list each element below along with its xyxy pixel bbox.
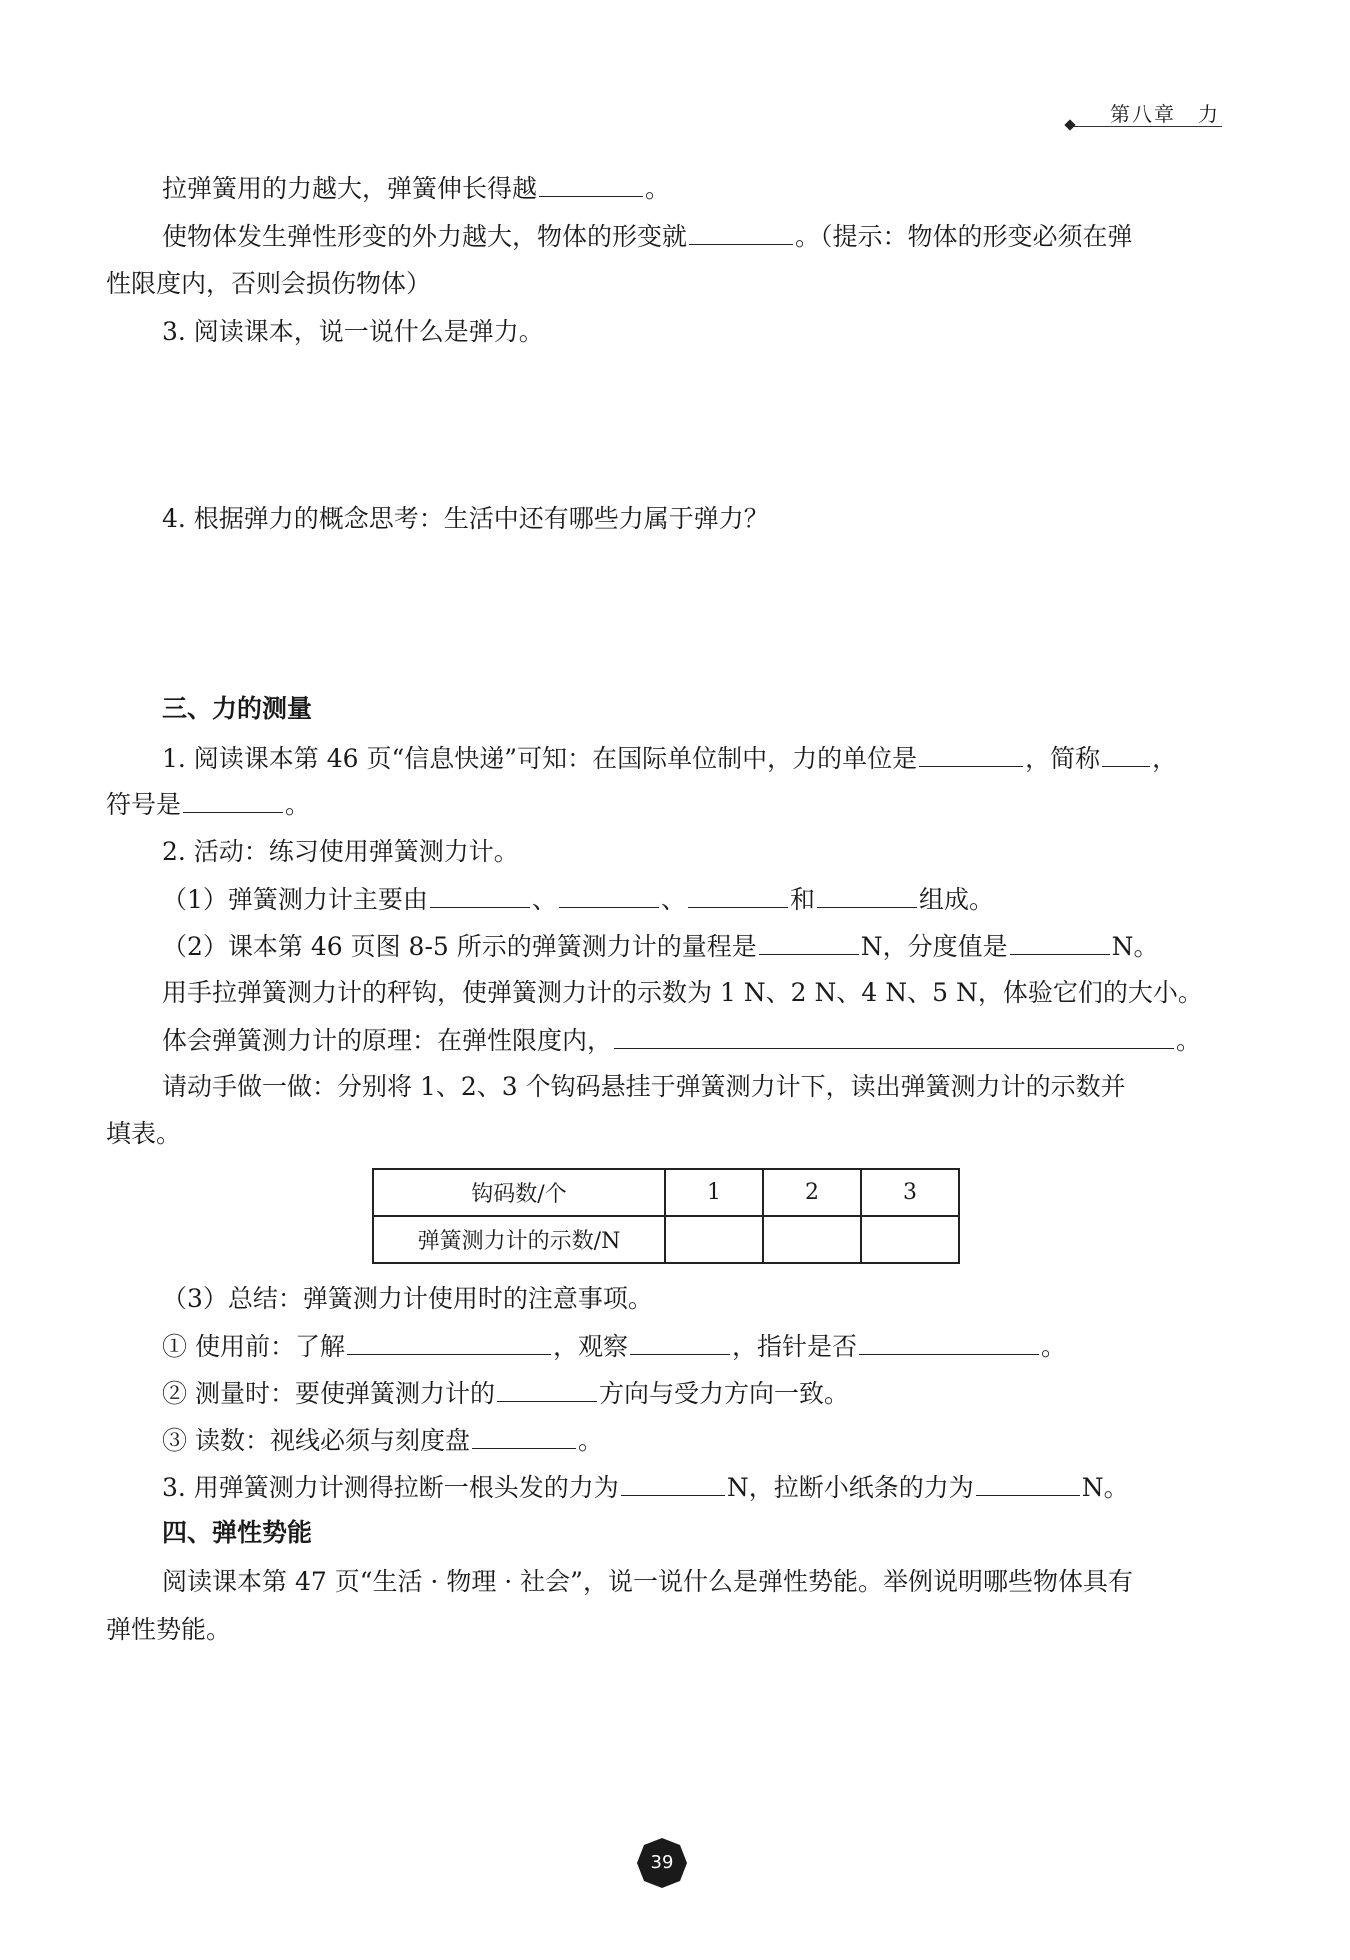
table-row [373, 1169, 959, 1216]
answer-blank[interactable] [688, 883, 788, 908]
answer-blank[interactable] [497, 1377, 597, 1402]
text: 。（提示：物体的形变必须在弹 [795, 222, 1133, 251]
text-line: 性限度内，否则会损伤物体） [106, 269, 432, 298]
table-row [373, 1216, 959, 1263]
text-line [162, 1377, 849, 1410]
header-rule [1072, 126, 1222, 127]
text: 。 [285, 790, 311, 819]
answer-blank[interactable] [559, 883, 659, 908]
text: ，简称 [1025, 744, 1101, 773]
question-4: 4. 根据弹力的概念思考：生活中还有哪些力属于弹力？ [162, 504, 769, 533]
section-heading: 三、力的测量 [162, 694, 313, 723]
text: 体会弹簧测力计的原理：在弹性限度内， [162, 1026, 613, 1055]
answer-blank[interactable] [859, 1330, 1039, 1355]
text: 和 [789, 885, 815, 914]
table-header-cell: 2 [763, 1169, 861, 1216]
table-header-cell: 弹簧测力计的示数/N [373, 1216, 665, 1263]
text-line: 2. 活动：练习使用弹簧测力计。 [162, 837, 519, 866]
text: 、 [660, 885, 686, 914]
text: 组成。 [918, 885, 994, 914]
answer-blank[interactable] [347, 1330, 551, 1355]
answer-blank[interactable] [539, 172, 643, 197]
text-line: 请动手做一做：分别将 1、2、3 个钩码悬挂于弹簧测力计下，读出弹簧测力计的示数并 [162, 1072, 1126, 1101]
page-number: 39 [650, 1852, 674, 1873]
text: （2）课本第 46 页图 8-5 所示的弹簧测力计的量程是 [162, 932, 757, 961]
text-line [162, 930, 1159, 963]
answer-blank[interactable] [1010, 930, 1110, 955]
answer-blank[interactable] [976, 1471, 1080, 1496]
text-line [162, 172, 670, 205]
text-line [162, 1471, 1129, 1504]
answer-blank[interactable] [630, 1330, 730, 1355]
answer-blank[interactable] [759, 930, 859, 955]
answer-blank[interactable] [919, 742, 1023, 767]
text: ③ 读数：视线必须与刻度盘 [162, 1426, 470, 1455]
text: 使物体发生弹性形变的外力越大，物体的形变就 [162, 222, 688, 251]
question-3: 3. 阅读课本，说一说什么是弹力。 [162, 317, 544, 346]
answer-blank[interactable] [817, 883, 917, 908]
text-line [162, 883, 994, 916]
text-line: 用手拉弹簧测力计的秤钩，使弹簧测力计的示数为 1 N、2 N、4 N、5 N，体验它们的大小。 [162, 978, 1203, 1007]
text: 1. 阅读课本第 46 页“信息快递”可知：在国际单位制中，力的单位是 [162, 744, 918, 773]
text: N。 [1081, 1473, 1129, 1502]
table-input-cell[interactable] [665, 1216, 763, 1263]
answer-blank[interactable] [621, 1471, 725, 1496]
text-line: 填表。 [106, 1119, 182, 1148]
text: 方向与受力方向一致。 [598, 1379, 849, 1408]
text-line [162, 1024, 1201, 1057]
text: 符号是 [106, 790, 182, 819]
text-line: 阅读课本第 47 页“生活 · 物理 · 社会”，说一说什么是弹性势能。举例说明哪些物体具有 [162, 1567, 1133, 1596]
chapter-header: 第八章 力 [1110, 102, 1220, 126]
text: 。 [577, 1426, 603, 1455]
section-heading: 四、弹性势能 [162, 1518, 313, 1547]
table-header-cell: 钩码数/个 [373, 1169, 665, 1216]
text: 。 [1040, 1332, 1066, 1361]
text-line: （3）总结：弹簧测力计使用时的注意事项。 [162, 1284, 653, 1313]
text: ，观察 [552, 1332, 628, 1361]
text: 3. 用弹簧测力计测得拉断一根头发的力为 [162, 1473, 619, 1502]
text-line: 弹性势能。 [106, 1615, 232, 1644]
answer-blank[interactable] [689, 220, 793, 245]
text: N，分度值是 [860, 932, 1008, 961]
text: ， [1152, 744, 1178, 773]
table-input-cell[interactable] [861, 1216, 959, 1263]
data-table [372, 1168, 960, 1264]
text: （1）弹簧测力计主要由 [162, 885, 428, 914]
text: 拉弹簧用的力越大，弹簧伸长得越 [162, 174, 538, 203]
text: N，拉断小纸条的力为 [726, 1473, 974, 1502]
text: 。 [645, 174, 671, 203]
answer-blank[interactable] [1102, 742, 1150, 767]
answer-blank[interactable] [472, 1424, 576, 1449]
answer-blank[interactable] [614, 1024, 1174, 1049]
table-header-cell: 1 [665, 1169, 763, 1216]
answer-blank[interactable] [430, 883, 530, 908]
text: ，指针是否 [731, 1332, 857, 1361]
answer-blank[interactable] [183, 788, 283, 813]
page-number-badge [636, 1837, 688, 1889]
text: 、 [531, 885, 557, 914]
text: ① 使用前：了解 [162, 1332, 345, 1361]
text: N。 [1111, 932, 1159, 961]
text: 。 [1176, 1026, 1202, 1055]
text-line [162, 1330, 1066, 1363]
text-line [162, 1424, 603, 1457]
header-diamond-icon [1064, 119, 1075, 130]
text: ② 测量时：要使弹簧测力计的 [162, 1379, 495, 1408]
table-header-cell: 3 [861, 1169, 959, 1216]
text-line [162, 220, 1133, 253]
text-line [106, 788, 310, 821]
table-input-cell[interactable] [763, 1216, 861, 1263]
text-line [162, 742, 1177, 775]
